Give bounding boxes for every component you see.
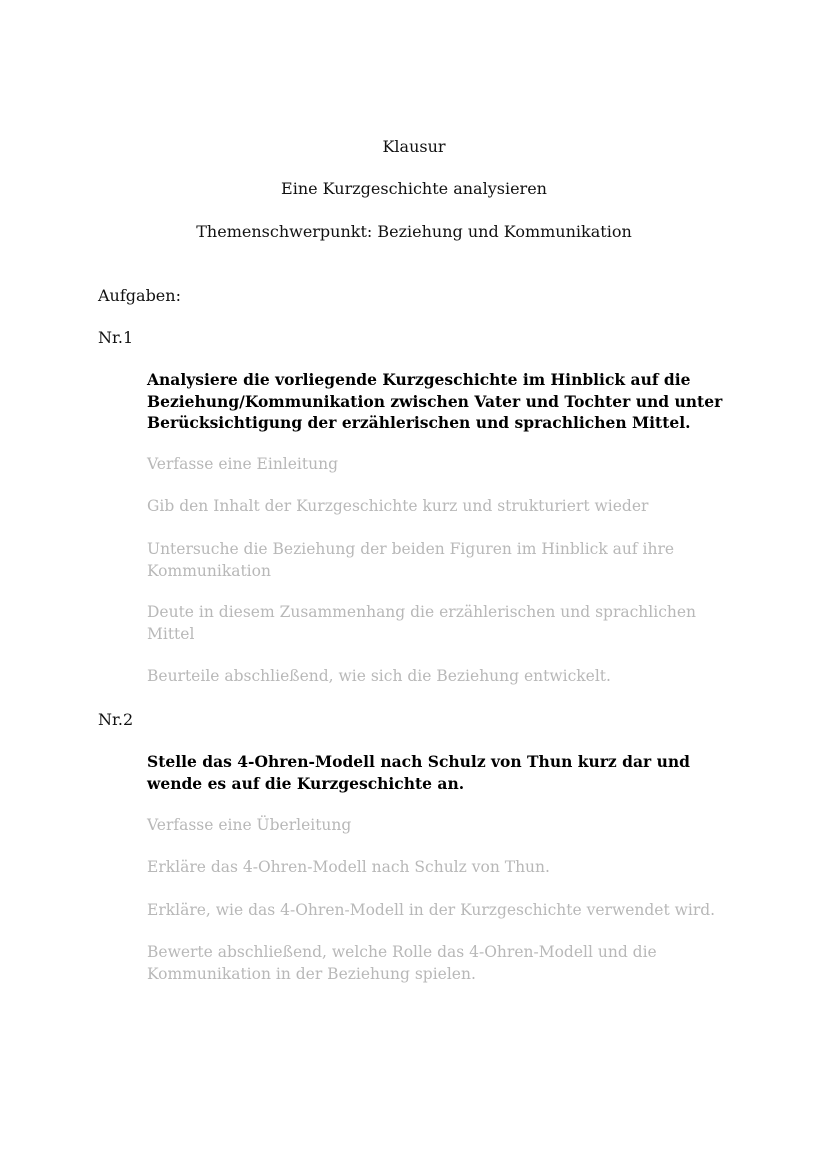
page-title: Klausur xyxy=(382,137,446,156)
task-2-instruction: Stelle das 4-Ohren-Modell nach Schulz von Thun kurz dar und wende es auf die Kurzgeschichte an. xyxy=(147,752,690,793)
task-2-step-1: Verfasse eine Überleitung xyxy=(147,816,352,834)
task-2-number: Nr.2 xyxy=(98,710,134,729)
task-2-step-4: Bewerte abschließend, welche Rolle das 4-Ohren-Modell und die Kommunikation in der Beziehung spielen. xyxy=(147,943,657,983)
task-1-number: Nr.1 xyxy=(98,328,134,347)
task-2-step-2: Erkläre das 4-Ohren-Modell nach Schulz von Thun. xyxy=(147,858,550,876)
task-2-step-3: Erkläre, wie das 4-Ohren-Modell in der Kurzgeschichte verwendet wird. xyxy=(147,901,716,919)
task-1-step-1: Verfasse eine Einleitung xyxy=(147,455,339,473)
tasks-heading: Aufgaben: xyxy=(98,286,181,305)
task-1-step-4: Deute in diesem Zusammenhang die erzählerischen und sprachlichen Mittel xyxy=(147,603,697,643)
task-1-step-2: Gib den Inhalt der Kurzgeschichte kurz und strukturiert wieder xyxy=(147,497,649,515)
task-1-instruction: Analysiere die vorliegende Kurzgeschichte im Hinblick auf die Beziehung/Kommunikation zwischen Vater und Tochter und unter Berücksichtigung der erzählerischen und sprachlichen Mittel. xyxy=(147,370,723,432)
task-1-step-3: Untersuche die Beziehung der beiden Figuren im Hinblick auf ihre Kommunikation xyxy=(147,540,675,580)
topic-focus: Themenschwerpunkt: Beziehung und Kommunikation xyxy=(196,222,632,241)
task-1-step-5: Beurteile abschließend, wie sich die Beziehung entwickelt. xyxy=(147,667,611,685)
page-subtitle: Eine Kurzgeschichte analysieren xyxy=(281,179,547,198)
